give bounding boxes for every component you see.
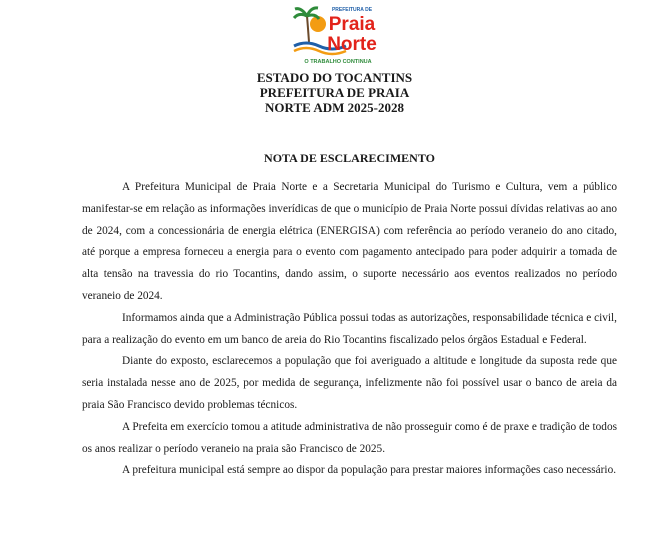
document-title: NOTA DE ESCLARECIMENTO bbox=[264, 151, 435, 165]
logo-name-line1: Praia bbox=[328, 14, 376, 35]
praia-norte-logo bbox=[291, 4, 386, 66]
header-line-3: NORTE ADM 2025-2028 bbox=[265, 100, 404, 115]
logo-name-line2: Norte bbox=[327, 34, 377, 55]
paragraph-4: A Prefeita em exercício tomou a atitude administrativa de não prosseguir como é de praxe e tradição de todos os anos realizar o período veraneio na praia são Francisco de 2025. bbox=[82, 420, 617, 455]
paragraph-1: A Prefeitura Municipal de Praia Norte e a Secretaria Municipal do Turismo e Cultura, vem a público manifestar-se em relação as informações inverídicas de que o município de Praia Norte possui dívidas relativas ao ano de 2024, com a concessionária de energia elétrica (ENERGISA) com referência ao período veraneio do ano citado, até porque a empresa forneceu a energia para o evento com pagamento antecipado para poder adquirir a tomada de alta tensão na travessia do rio Tocantins, dando assim, o suporte necessário aos eventos realizados no período veraneio de 2024. bbox=[82, 181, 617, 302]
logo-top-text: PREFEITURA DE bbox=[331, 7, 373, 13]
document-header bbox=[0, 70, 669, 115]
paragraph-2: Informamos ainda que a Administração Pública possui todas as autorizações, responsabilidade técnica e civil, para a realização do evento em um banco de areia do Rio Tocantins fiscalizado pelos órgãos Estadual e Federal. bbox=[82, 311, 617, 346]
header-line-1: ESTADO DO TOCANTINS bbox=[256, 70, 413, 85]
paragraph-5: A prefeitura municipal está sempre ao dispor da população para prestar maiores informações caso necessário. bbox=[122, 464, 617, 477]
paragraph-3: Diante do exposto, esclarecemos a população que foi averiguado a altitude e longitude da suposta rede que seria instalada nesse ano de 2025, por medida de segurança, infelizmente não foi possível usar o banco de areia da praia São Francisco devido problemas técnicos. bbox=[82, 355, 617, 411]
document-body bbox=[82, 177, 617, 482]
header-line-2: PREFEITURA DE PRAIA bbox=[259, 85, 410, 100]
logo-slogan: O TRABALHO CONTINUA bbox=[304, 59, 372, 65]
